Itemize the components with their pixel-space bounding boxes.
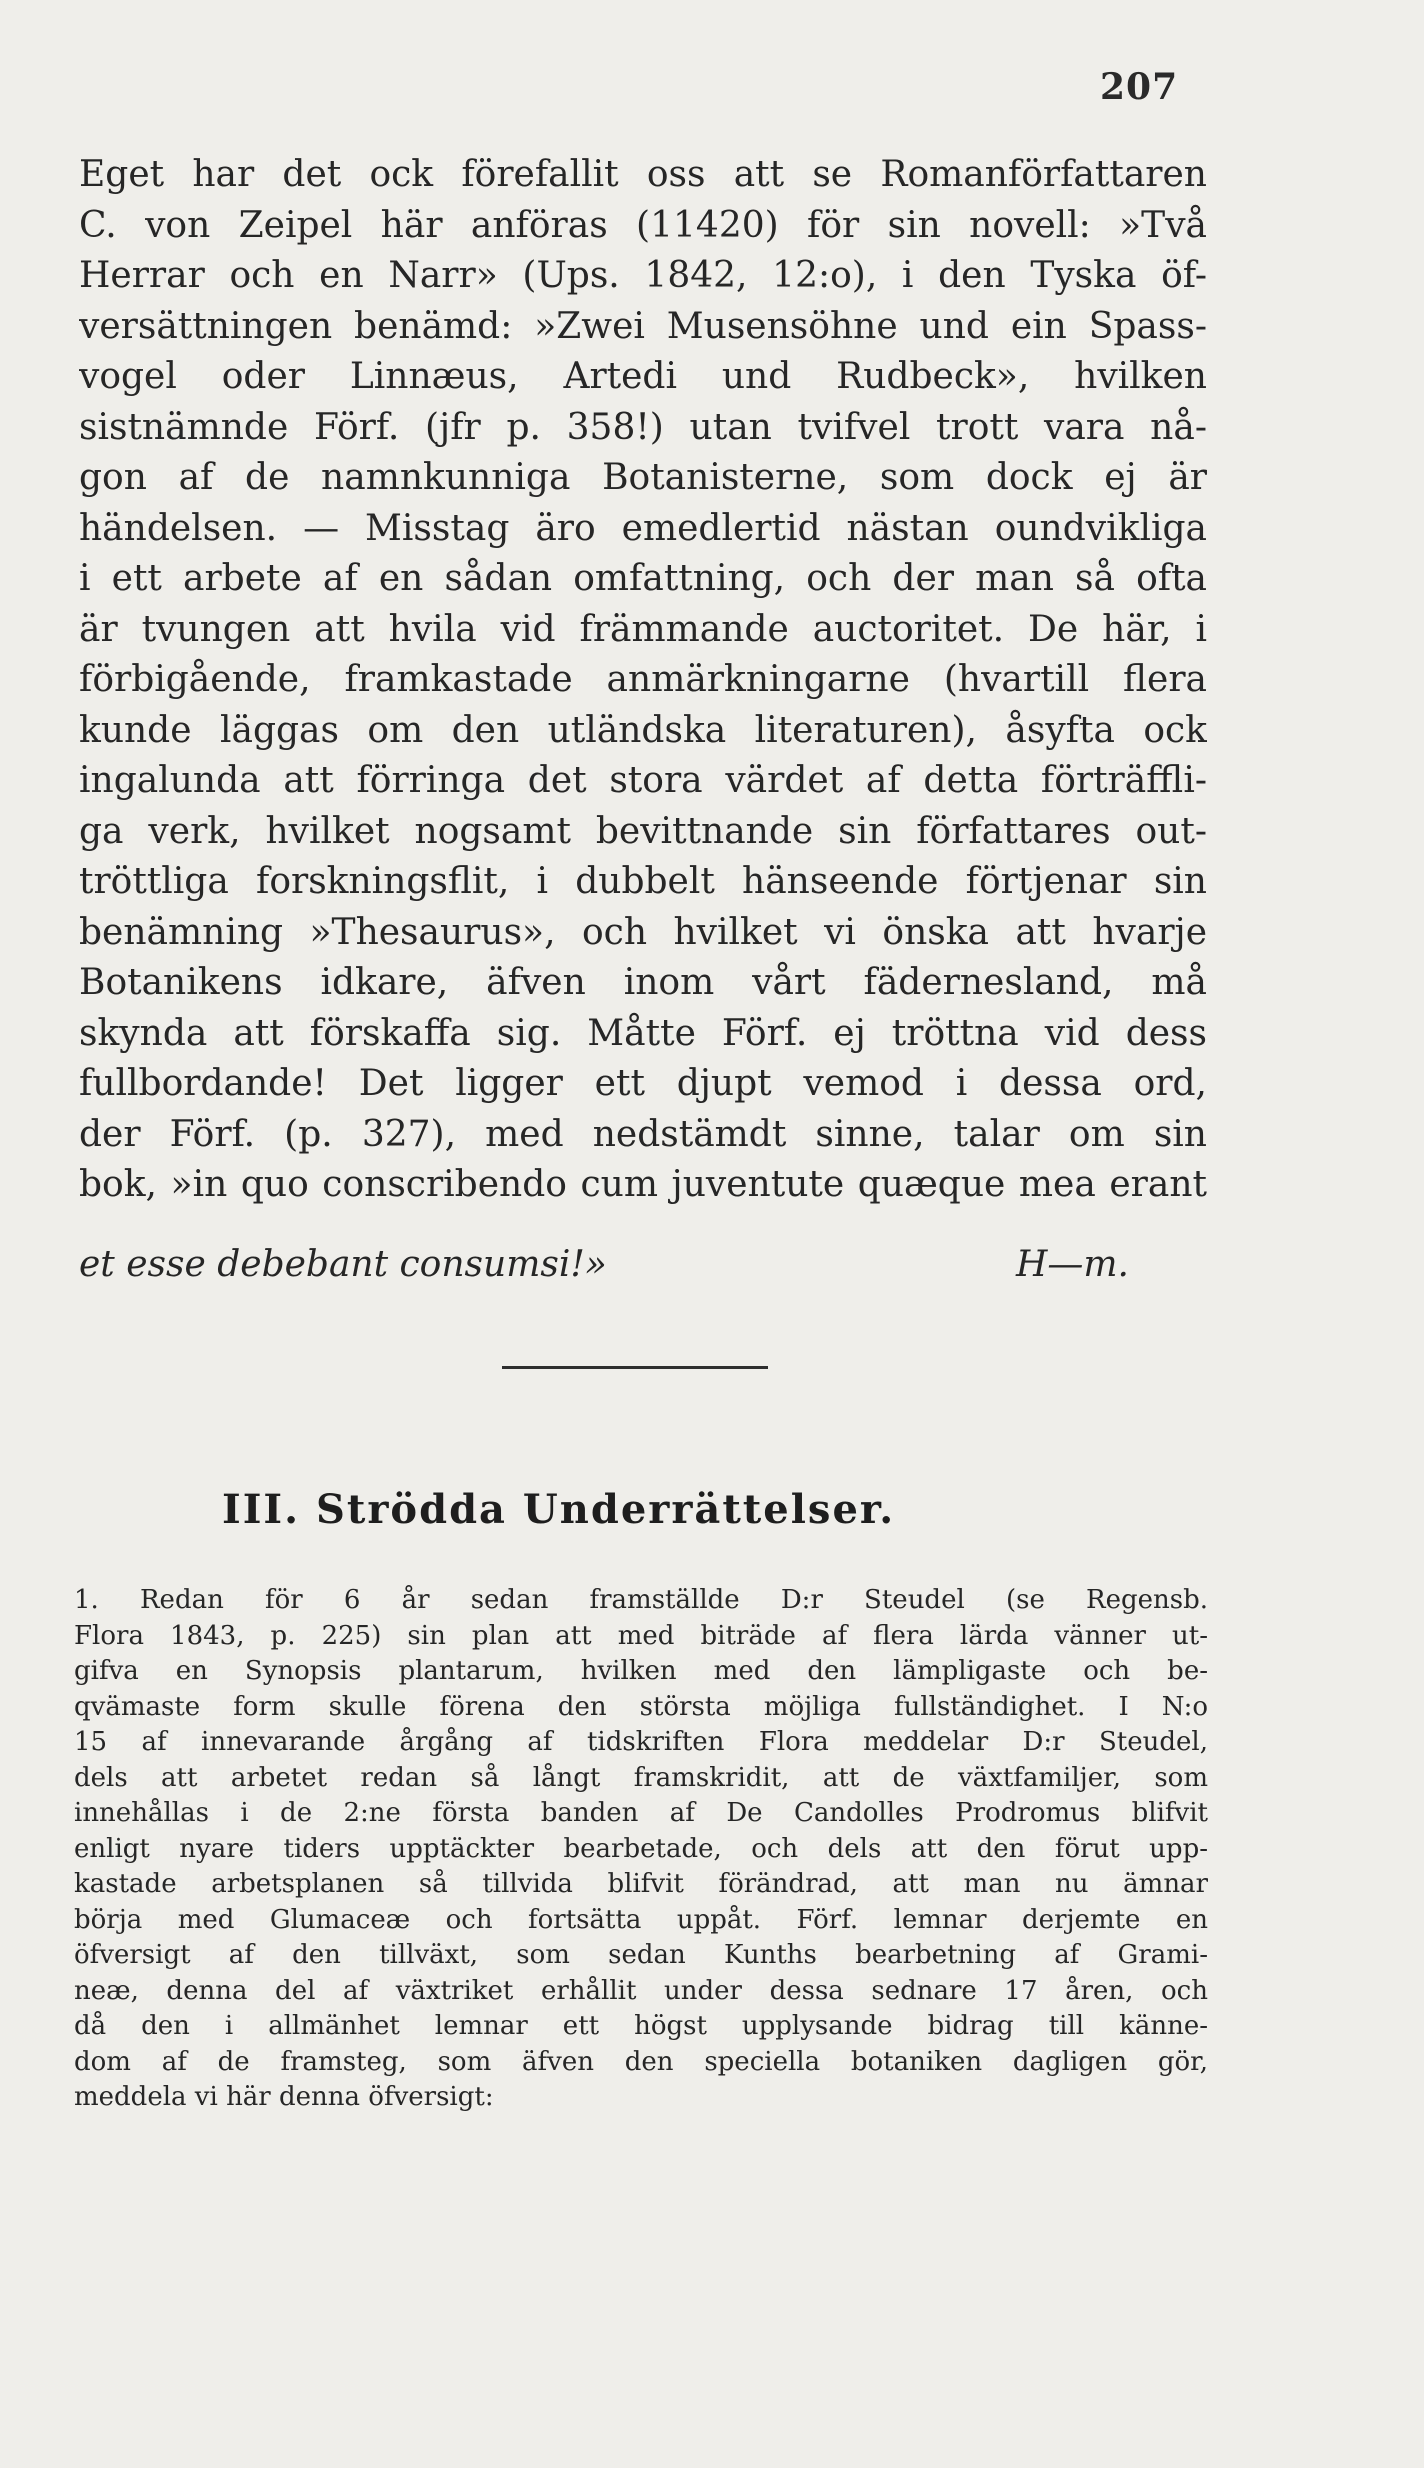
text-line: börja med Glumaceæ och fortsätta uppåt. Förf. lemnar derjemte en xyxy=(74,1904,1208,1935)
text-line: ingalunda att förringa det stora värdet af detta förträffli- xyxy=(79,760,1207,801)
text-line: skynda att förskaffa sig. Måtte Förf. ej tröttna vid dess xyxy=(79,1012,1207,1054)
text-line: öfversigt af den tillväxt, som sedan Kunths bearbetning af Grami- xyxy=(74,1940,1208,1970)
section-divider xyxy=(502,1366,768,1369)
text-line: meddela vi här denna öfversigt: xyxy=(74,2082,494,2112)
text-line: förbigående, framkastade anmärkningarne (hvartill flera xyxy=(79,659,1207,700)
text-line: Flora 1843, p. 225) sin plan att med biträde af flera lärda vänner ut- xyxy=(74,1620,1208,1651)
text-line: kunde läggas om den utländska literaturen), åsyfta ock xyxy=(79,709,1207,751)
text-line: ga verk, hvilket nogsamt bevittnande sin författares out- xyxy=(79,810,1207,852)
text-line: innehållas i de 2:ne första banden af De Candolles Prodromus blifvit xyxy=(74,1798,1208,1828)
section-heading: III. Strödda Underrättelser. xyxy=(222,1486,896,1533)
text-line: dom af de framsteg, som äfven den speciella botaniken dagligen gör, xyxy=(74,2046,1208,2077)
text-line: versättningen benämd: »Zwei Musensöhne und ein Spass- xyxy=(79,305,1207,347)
text-line: qvämaste form skulle förena den största möjliga fullständighet. I N:o xyxy=(74,1691,1208,1722)
text-line: händelsen. — Misstag äro emedlertid nästan oundvikliga xyxy=(79,507,1207,549)
text-line: är tvungen att hvila vid främmande auctoritet. De här, i xyxy=(79,608,1207,650)
author-signature: H—m. xyxy=(1016,1244,1129,1285)
text-line: fullbordande! Det ligger ett djupt vemod i dessa ord, xyxy=(79,1063,1207,1104)
text-line: tröttliga forskningsflit, i dubbelt hänseende förtjenar sin xyxy=(79,861,1207,902)
text-line: C. von Zeipel här anföras (11420) för sin novell: »Två xyxy=(79,204,1207,246)
text-line: då den i allmänhet lemnar ett högst upplysande bidrag till känne- xyxy=(74,2011,1208,2041)
page-number: 207 xyxy=(1100,66,1179,108)
latin-quote-end: et esse debebant consumsi!» xyxy=(79,1244,607,1285)
text-line: Herrar och en Narr» (Ups. 1842, 12:o), i den Tyska öf- xyxy=(79,255,1207,296)
text-line: 1. Redan för 6 år sedan framställde D:r Steudel (se Regensb. xyxy=(74,1585,1208,1615)
text-line: enligt nyare tiders upptäckter bearbetade, och dels att den förut upp- xyxy=(74,1833,1208,1864)
closing-line xyxy=(79,1240,1207,1291)
text-line: der Förf. (p. 327), med nedstämdt sinne, talar om sin xyxy=(79,1113,1207,1155)
text-line: gon af de namnkunniga Botanisterne, som dock ej är xyxy=(79,457,1207,498)
text-line: neæ, denna del af växtriket erhållit under dessa sednare 17 åren, och xyxy=(74,1975,1208,2006)
text-line: kastade arbetsplanen så tillvida blifvit förändrad, att man nu ämnar xyxy=(74,1869,1208,1899)
text-line: bok, »in quo conscribendo cum juventute quæque mea erant xyxy=(79,1164,1207,1205)
text-line: vogel oder Linnæus, Artedi und Rudbeck», hvilken xyxy=(79,356,1207,397)
text-line: Botanikens idkare, äfven inom vårt fädernesland, må xyxy=(79,962,1207,1003)
text-line: sistnämnde Förf. (jfr p. 358!) utan tvifvel trott vara nå- xyxy=(79,406,1207,448)
text-line: dels att arbetet redan så långt framskridit, att de växtfamiljer, som xyxy=(74,1762,1208,1793)
text-line: 15 af innevarande årgång af tidskriften Flora meddelar D:r Steudel, xyxy=(74,1727,1208,1757)
text-line: i ett arbete af en sådan omfattning, och der man så ofta xyxy=(79,558,1207,599)
review-text xyxy=(79,150,1207,1211)
text-line: Eget har det ock förefallit oss att se Romanförfattaren xyxy=(79,154,1207,195)
text-line: benämning »Thesaurus», och hvilket vi önska att hvarje xyxy=(79,911,1207,953)
text-line: gifva en Synopsis plantarum, hvilken med den lämpligaste och be- xyxy=(74,1656,1208,1686)
section-text xyxy=(74,1583,1208,2116)
